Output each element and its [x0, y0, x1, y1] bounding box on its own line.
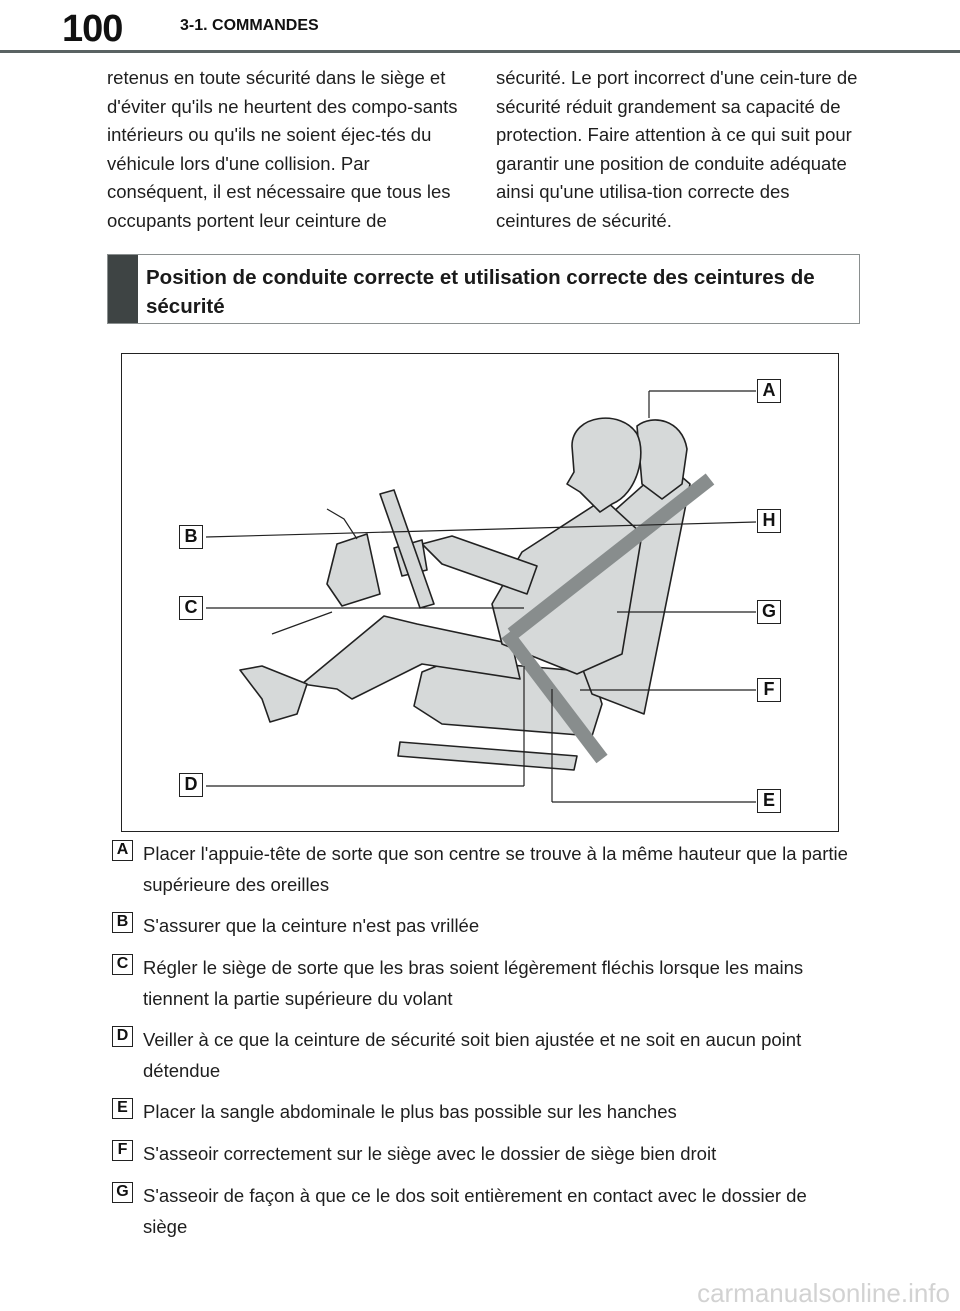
watermark: carmanualsonline.info: [697, 1278, 950, 1308]
item-key: F: [112, 1140, 133, 1161]
item-key: C: [112, 954, 133, 975]
item-key: E: [112, 1098, 133, 1119]
list-item: [112, 910, 852, 941]
item-text: S'asseoir de façon à que ce le dos soit entièrement en contact avec le dossier de siège: [143, 1185, 807, 1237]
page-number: 100: [62, 8, 123, 50]
driver-illustration: [122, 354, 840, 833]
section-heading-box: [107, 254, 860, 324]
instruction-list: [112, 838, 852, 1242]
driver-seat-illustration: [121, 353, 839, 832]
item-text: S'asseoir correctement sur le siège avec le dossier de siège bien droit: [143, 1143, 717, 1164]
foot: [240, 666, 307, 722]
list-item: [112, 1024, 852, 1086]
floor-line: [272, 612, 332, 634]
list-item: [112, 1180, 852, 1242]
list-item: [112, 952, 852, 1014]
item-key: G: [112, 1182, 133, 1203]
figure-label-d: D: [179, 773, 203, 797]
item-key: A: [112, 840, 133, 861]
figure-label-g: G: [757, 600, 781, 624]
figure-label-h: H: [757, 509, 781, 533]
list-item: [112, 838, 852, 900]
item-key: B: [112, 912, 133, 933]
arm: [422, 536, 537, 594]
list-item: [112, 1138, 852, 1169]
intro-right-column: sécurité. Le port incorrect d'une cein-ture de sécurité réduit grandement sa capacité de protection. Faire attention à ce qui suit pour garantir une position de conduite adéquate ainsi qu'une utilisa-tion correcte des ceintures de sécurité.: [496, 67, 858, 231]
seat-rail: [398, 742, 577, 770]
item-text: S'assurer que la ceinture n'est pas vrillée: [143, 915, 480, 936]
figure-label-f: F: [757, 678, 781, 702]
item-text: Placer l'appuie-tête de sorte que son centre se trouve à la même hauteur que la partie supérieure des oreilles: [143, 843, 848, 895]
section-title: 3-1. COMMANDES: [180, 17, 319, 34]
item-text: Régler le siège de sorte que les bras soient légèrement fléchis lorsque les mains tiennent la partie supérieure du volant: [143, 957, 804, 1009]
figure-label-c: C: [179, 596, 203, 620]
intro-left-column: retenus en toute sécurité dans le siège et d'éviter qu'ils ne heurtent des compo-sants intérieurs ou qu'ils ne soient éjec-tés du véhicule lors d'une collision. Par conséquent, il est nécessaire que tous les occupants portent leur ceinture de: [107, 67, 458, 231]
list-item: [112, 1096, 852, 1127]
item-key: D: [112, 1026, 133, 1047]
item-text: Veiller à ce que la ceinture de sécurité soit bien ajustée et ne soit en aucun point détendue: [143, 1029, 802, 1081]
heading-bar: [108, 255, 138, 323]
steering-column: [327, 534, 380, 606]
figure-label-e: E: [757, 789, 781, 813]
item-text: Placer la sangle abdominale le plus bas possible sur les hanches: [143, 1101, 677, 1122]
figure-label-b: B: [179, 525, 203, 549]
section-heading: Position de conduite correcte et utilisation correcte des ceintures de sécurité: [146, 266, 815, 318]
header-rule: [0, 50, 960, 53]
figure-label-a: A: [757, 379, 781, 403]
dash-line: [327, 509, 357, 539]
